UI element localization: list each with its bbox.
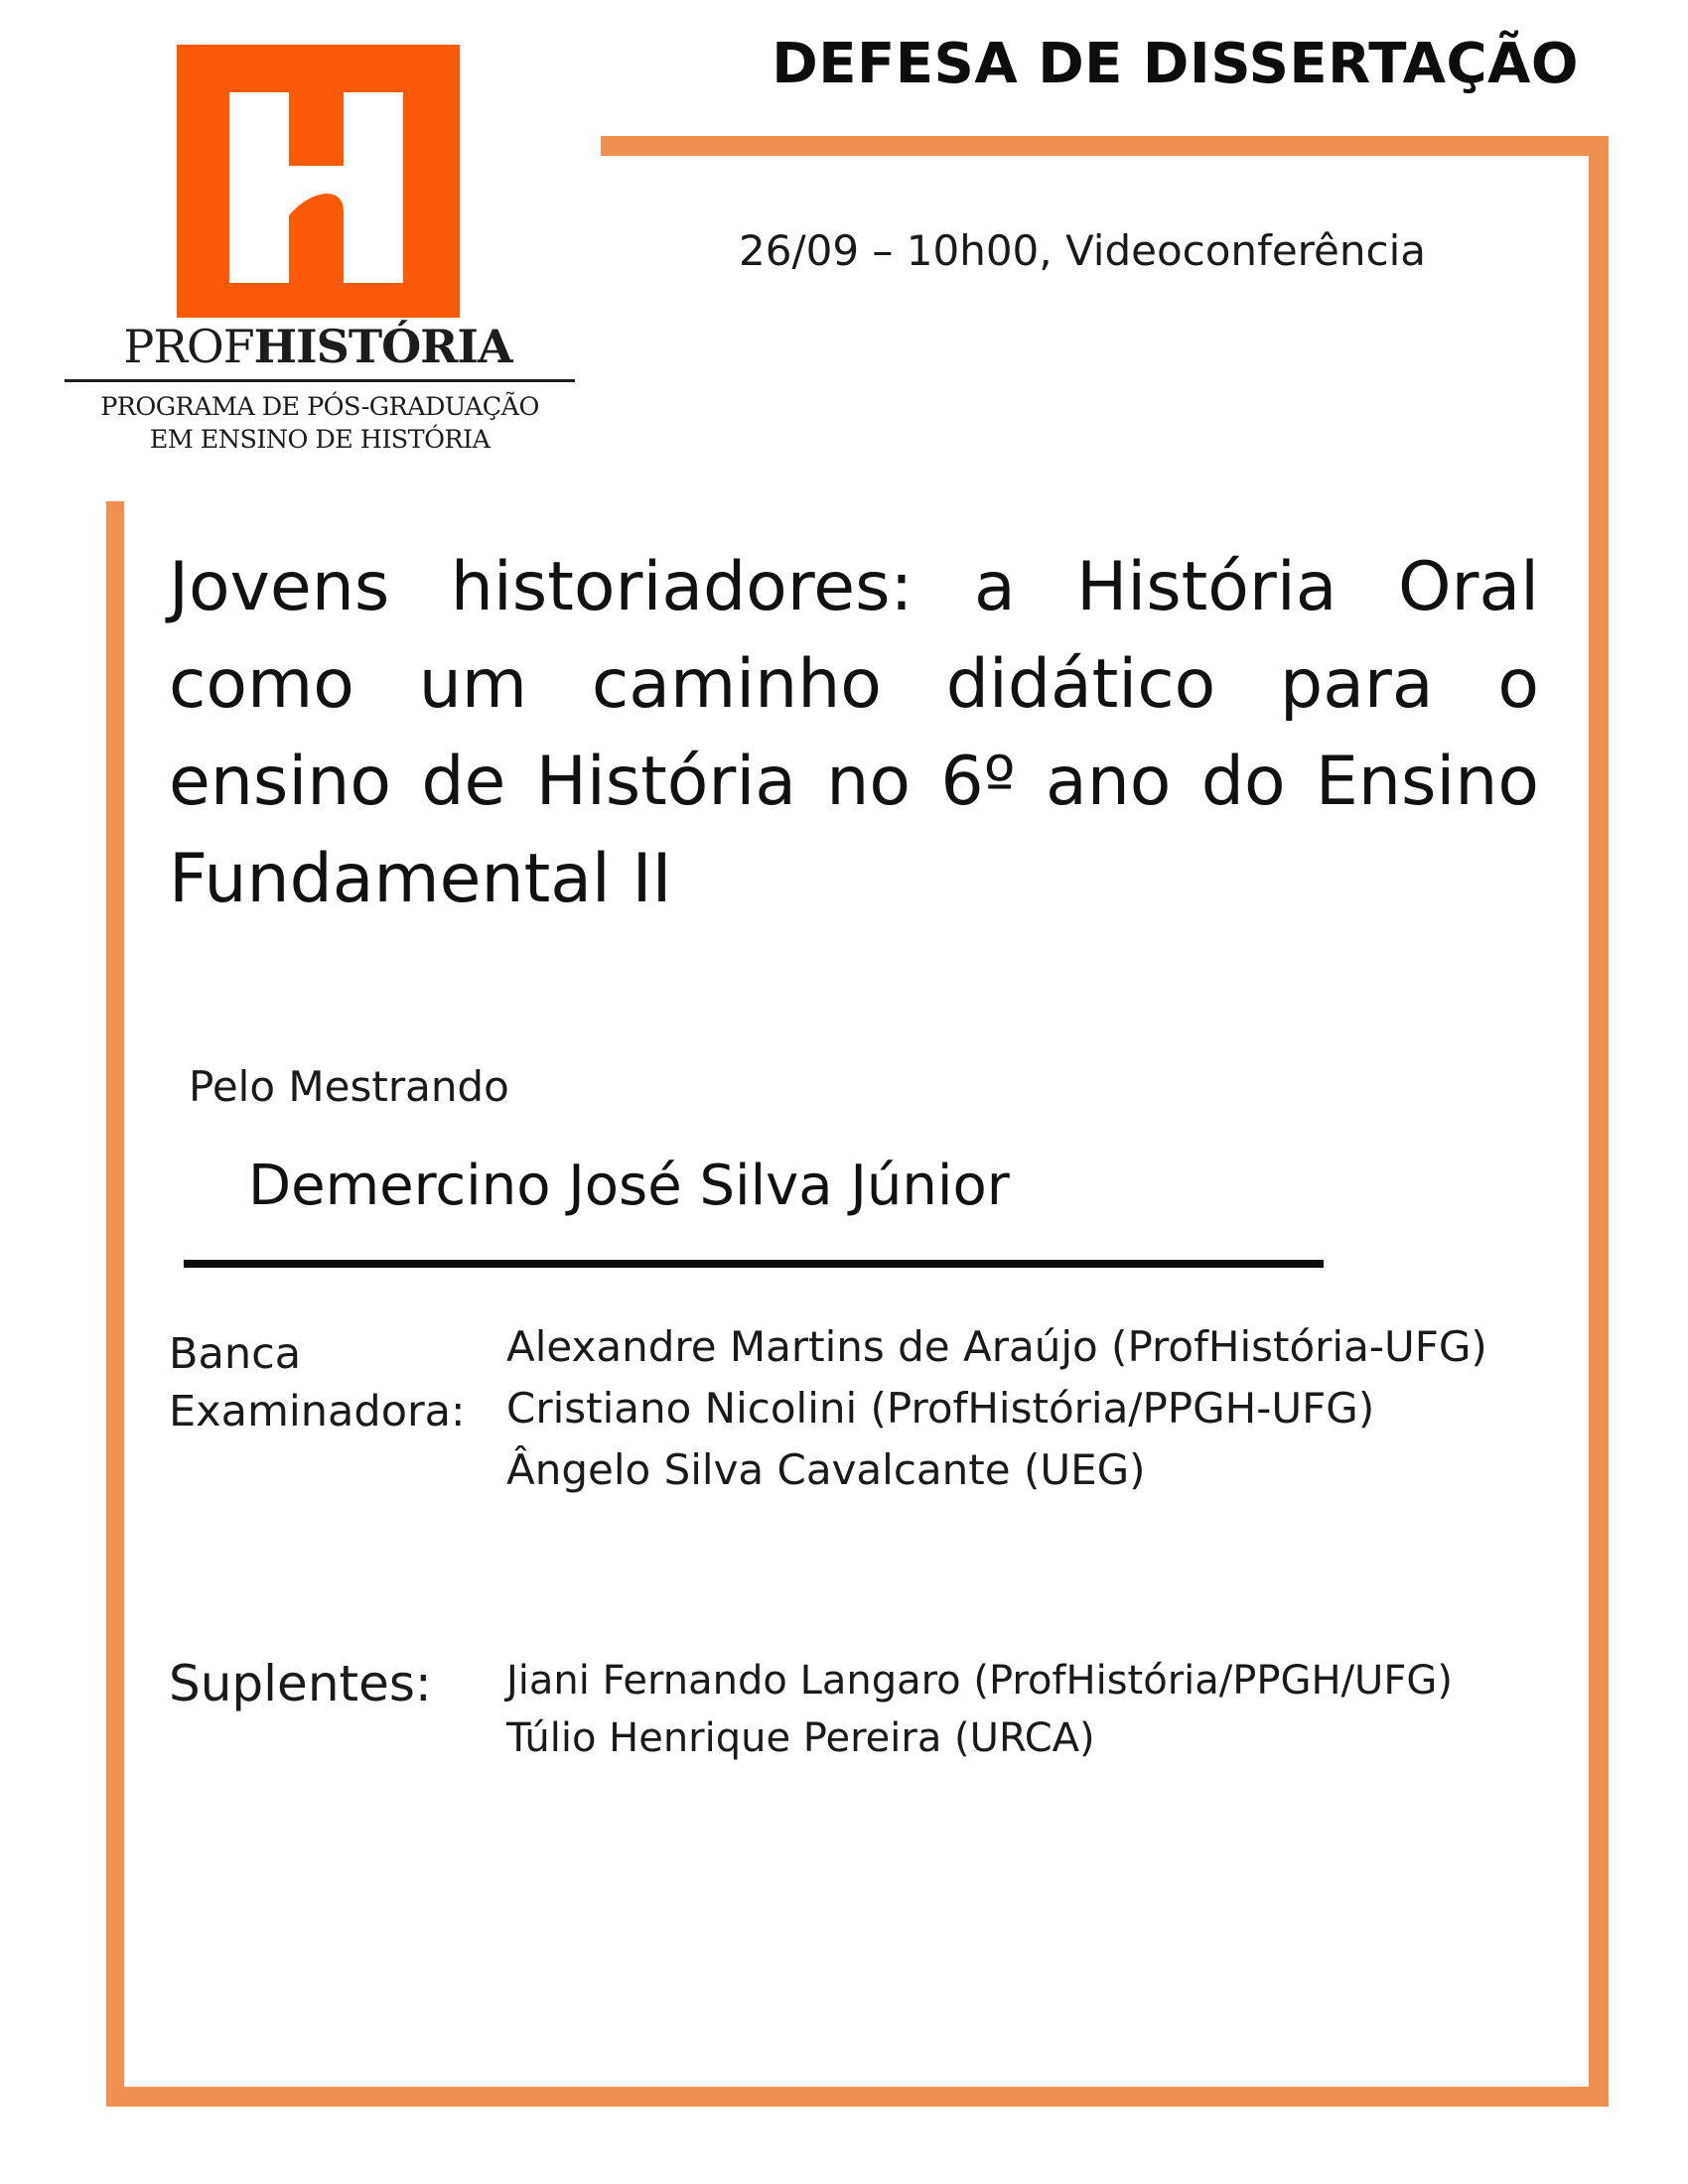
alternate-member: Jiani Fernando Langaro (ProfHistória/PPGH/UFG) [506,1658,1453,1704]
logo-subtitle-line1: PROGRAMA DE PÓS-GRADUAÇÃO [100,392,539,422]
frame-right-border [1589,136,1609,2107]
frame-left-border [106,501,124,2107]
logo-divider [65,379,575,382]
alternates-label: Suplentes: [169,1655,432,1712]
section-divider [184,1260,1324,1268]
h-letter-icon [177,45,460,318]
alternate-member: Túlio Henrique Pereira (URCA) [506,1715,1095,1761]
frame-top-border [601,136,1609,156]
committee-member-list [506,1316,1487,1501]
thesis-title: Jovens historiadores: a História Oral como um caminho didático para o ensino de História no 6º ano do Ensino Fundamental II [169,548,1539,918]
frame-bottom-border [114,2087,1609,2107]
alternates-member-list [506,1652,1453,1767]
committee-member: Cristiano Nicolini (ProfHistória/PPGH-UFG) [506,1384,1375,1433]
event-date-time-location: 26/09 – 10h00, Videoconferência [739,226,1426,275]
committee-member: Ângelo Silva Cavalcante (UEG) [506,1445,1146,1494]
committee-label-line2: Examinadora: [169,1387,466,1436]
committee-member: Alexandre Martins de Araújo (ProfHistória-UFG) [506,1322,1487,1371]
logo-subtitle-line2: EM ENSINO DE HISTÓRIA [149,425,491,455]
logo-wordmark-bold: HISTÓRIA [253,320,512,373]
committee-label-line1: Banca [169,1329,302,1379]
logo-wordmark [60,320,576,373]
candidate-name: Demercino José Silva Júnior [248,1154,1010,1218]
candidate-label: Pelo Mestrando [189,1062,509,1111]
logo-wordmark-light: PROF [123,320,254,373]
logo-mark [177,45,460,318]
committee-label [169,1325,466,1440]
document-heading: DEFESA DE DISSERTAÇÃO [772,32,1579,96]
